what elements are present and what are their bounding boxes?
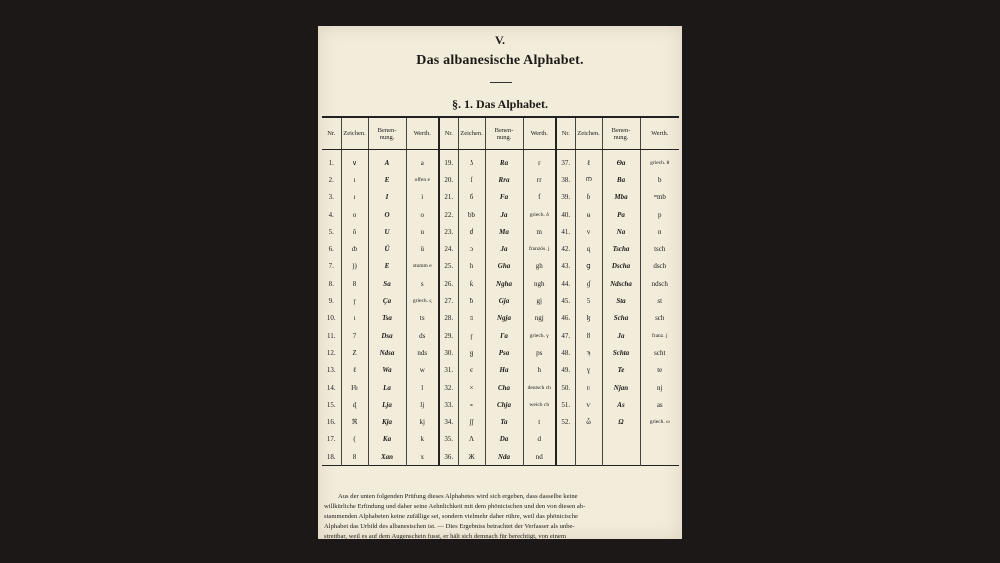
letter-glyph: )) <box>341 258 368 275</box>
entry-number: 7. <box>328 262 334 271</box>
entry-number: 25. <box>439 258 458 275</box>
sound-value: nd <box>523 448 556 466</box>
letter-glyph: ყ <box>458 344 485 361</box>
entry-number: 39. <box>556 189 575 206</box>
letter-name: Da <box>485 431 523 448</box>
sound-value: ps <box>523 344 556 361</box>
entry-number: 12. <box>326 348 336 357</box>
sound-value: ngj <box>523 310 556 327</box>
letter-glyph: Ƕ <box>341 379 368 396</box>
entry-number: 22. <box>439 206 458 223</box>
letter-name: Mba <box>602 189 640 206</box>
letter-glyph: v <box>575 223 602 240</box>
letter-glyph: ɩ <box>341 310 368 327</box>
letter-name: Sta <box>602 292 640 309</box>
book-page <box>318 26 682 539</box>
letter-glyph: h <box>458 258 485 275</box>
letter-glyph: ƙ <box>458 275 485 292</box>
table-row <box>322 379 679 396</box>
entry-number: 5. <box>328 227 334 236</box>
table-header-row <box>322 117 679 150</box>
section-heading: §. 1. Das Alphabet. <box>451 97 549 111</box>
letter-glyph: ʖ <box>458 150 485 172</box>
letter-name: A <box>368 150 406 172</box>
letter-glyph: ց <box>575 258 602 275</box>
letter-name: U <box>368 223 406 240</box>
letter-glyph: ɓ <box>575 189 602 206</box>
letter-name: Wa <box>368 362 406 379</box>
entry-number: 43. <box>556 258 575 275</box>
entry-number: 26. <box>439 275 458 292</box>
letter-name: Ja <box>485 240 523 257</box>
entry-number: 41. <box>556 223 575 240</box>
entry-number: 37. <box>556 150 575 172</box>
letter-glyph <box>575 431 602 448</box>
table-row <box>322 292 679 309</box>
letter-glyph: ʃʃ <box>458 413 485 430</box>
table-row <box>322 240 679 257</box>
table-row <box>322 310 679 327</box>
sound-value <box>640 448 679 466</box>
letter-glyph: 8 <box>341 448 368 466</box>
table-row <box>322 258 679 275</box>
letter-glyph: 5 <box>575 292 602 309</box>
entry-number: 17. <box>326 435 336 444</box>
sound-value: ts <box>406 310 439 327</box>
entry-number: 28. <box>439 310 458 327</box>
letter-name: Ü <box>368 240 406 257</box>
letter-glyph: б <box>458 189 485 206</box>
entry-number: 46. <box>556 310 575 327</box>
letter-glyph: ℜ <box>341 413 368 430</box>
table-row <box>322 327 679 344</box>
sound-value: sch <box>640 310 679 327</box>
sound-value: i <box>406 189 439 206</box>
entry-number: 32. <box>439 379 458 396</box>
letter-name: Sa <box>368 275 406 292</box>
sound-value: offen e <box>406 171 439 188</box>
sound-value: b <box>640 171 679 188</box>
letter-glyph: Z <box>341 344 368 361</box>
column-header: Benen- nung. <box>368 117 406 150</box>
letter-glyph: ɣ <box>575 362 602 379</box>
sound-value: n <box>640 223 679 240</box>
table-row <box>322 206 679 223</box>
sound-value: griech. θ <box>640 150 679 172</box>
sound-value: o <box>406 206 439 223</box>
entry-number: 20. <box>439 171 458 188</box>
sound-value <box>640 431 679 448</box>
letter-glyph: ƽ <box>458 310 485 327</box>
sound-value: f <box>523 189 556 206</box>
sound-value: griech. δ <box>523 206 556 223</box>
sound-value: gj <box>523 292 556 309</box>
sound-value: tsch <box>640 240 679 257</box>
letter-name: Njan <box>602 379 640 396</box>
sound-value: u <box>406 223 439 240</box>
letter-name: Ba <box>602 171 640 188</box>
column-header: Zeichen. <box>458 117 485 150</box>
letter-name: Tscha <box>602 240 640 257</box>
sound-value: s <box>406 275 439 292</box>
letter-name: E <box>368 171 406 188</box>
sound-value: lj <box>406 396 439 413</box>
letter-name: Ngha <box>485 275 523 292</box>
sound-value: weich ch <box>523 396 556 413</box>
sound-value: x <box>406 448 439 466</box>
letter-name: Ja <box>485 206 523 223</box>
sound-value: gh <box>523 258 556 275</box>
entry-number: 42. <box>556 240 575 257</box>
letter-name: Ma <box>485 223 523 240</box>
letter-glyph: ɼ <box>341 292 368 309</box>
letter-glyph: ( <box>341 431 368 448</box>
letter-glyph: ɮ <box>575 310 602 327</box>
entry-number: 38. <box>556 171 575 188</box>
letter-glyph: o <box>341 206 368 223</box>
letter-name: Scha <box>602 310 640 327</box>
letter-name: Rra <box>485 171 523 188</box>
entry-number <box>556 448 575 466</box>
entry-number: 48. <box>556 344 575 361</box>
entry-number: 31. <box>439 362 458 379</box>
footnote-line: Aus der unten folgenden Prüfung dieses Alphabetes wird sich ergeben, dass dasselbe keine <box>338 493 578 500</box>
entry-number: 4. <box>328 210 334 219</box>
table-row <box>322 275 679 292</box>
entry-number: 49. <box>556 362 575 379</box>
entry-number: 52. <box>556 413 575 430</box>
column-header: Werth. <box>523 117 556 150</box>
entry-number: 8. <box>328 279 334 288</box>
letter-glyph: ∨ <box>341 150 368 172</box>
letter-name: I <box>368 189 406 206</box>
table-row <box>322 189 679 206</box>
letter-glyph: ℓ <box>575 150 602 172</box>
entry-number: 16. <box>326 418 336 427</box>
sound-value: dsch <box>640 258 679 275</box>
entry-number: 29. <box>439 327 458 344</box>
sound-value: ngh <box>523 275 556 292</box>
letter-glyph: ȸ <box>341 240 368 257</box>
letter-glyph: ı <box>341 171 368 188</box>
letter-name: E <box>368 258 406 275</box>
letter-name: Lja <box>368 396 406 413</box>
sound-value: rr <box>523 171 556 188</box>
entry-number: 36. <box>439 448 458 466</box>
entry-number: 47. <box>556 327 575 344</box>
sound-value: a <box>406 150 439 172</box>
sound-value: p <box>640 206 679 223</box>
entry-number: 15. <box>326 400 336 409</box>
letter-glyph: ƀ <box>458 292 485 309</box>
column-header: Nr. <box>322 117 341 150</box>
letter-glyph: ı <box>341 189 368 206</box>
letter-glyph: ὧ <box>575 413 602 430</box>
entry-number: 40. <box>556 206 575 223</box>
entry-number: 11. <box>327 331 336 340</box>
footnote-text <box>324 492 678 539</box>
letter-glyph: ɋ <box>575 240 602 257</box>
entry-number: 23. <box>439 223 458 240</box>
table-row <box>322 223 679 240</box>
letter-name: Ngja <box>485 310 523 327</box>
sound-value: franz. j <box>640 327 679 344</box>
letter-name: Chja <box>485 396 523 413</box>
sound-value: französ. j <box>523 240 556 257</box>
letter-glyph: ɖ <box>341 396 368 413</box>
letter-glyph: ƅƅ <box>458 206 485 223</box>
letter-glyph: Ж <box>458 448 485 466</box>
letter-name: Na <box>602 223 640 240</box>
entry-number: 10. <box>326 314 336 323</box>
entry-number: 21. <box>439 189 458 206</box>
letter-name: Xan <box>368 448 406 466</box>
letter-glyph: ſ <box>458 171 485 188</box>
sound-value: kj <box>406 413 439 430</box>
sound-value: deutsch ch <box>523 379 556 396</box>
entry-number: 6. <box>328 245 334 254</box>
entry-number: 45. <box>556 292 575 309</box>
letter-glyph: ϡ <box>575 344 602 361</box>
letter-name: Ja <box>602 327 640 344</box>
footnote-line: stammenden Alphabeten keine zufällige sei, sondern vielmehr daher rühre, weil das phönicische <box>324 513 578 520</box>
letter-name: Ω <box>602 413 640 430</box>
column-header: Zeichen. <box>575 117 602 150</box>
letter-name: La <box>368 379 406 396</box>
entry-number: 1. <box>328 158 334 167</box>
entry-number: 19. <box>439 150 458 172</box>
chapter-number: V. <box>494 33 506 47</box>
sound-value: t <box>523 413 556 430</box>
sound-value: te <box>640 362 679 379</box>
letter-name: Schta <box>602 344 640 361</box>
sound-value: griech. ω <box>640 413 679 430</box>
letter-name: Pa <box>602 206 640 223</box>
letter-glyph: ∘ <box>458 396 485 413</box>
table-row <box>322 344 679 361</box>
entry-number <box>556 431 575 448</box>
sound-value: nj <box>640 379 679 396</box>
letter-name: Γa <box>485 327 523 344</box>
entry-number: 35. <box>439 431 458 448</box>
title-divider <box>490 82 512 83</box>
column-header: Benen- nung. <box>602 117 640 150</box>
sound-value: scht <box>640 344 679 361</box>
letter-name: Dsa <box>368 327 406 344</box>
letter-name: O <box>368 206 406 223</box>
table-row <box>322 150 679 172</box>
sound-value: r <box>523 150 556 172</box>
entry-number: 34. <box>439 413 458 430</box>
sound-value: d <box>523 431 556 448</box>
letter-glyph: ɼ <box>458 327 485 344</box>
sound-value: ᵐmb <box>640 189 679 206</box>
sound-value: l <box>406 379 439 396</box>
letter-name: Ka <box>368 431 406 448</box>
letter-glyph <box>575 448 602 466</box>
sound-value: stumm e <box>406 258 439 275</box>
sound-value: h <box>523 362 556 379</box>
sound-value: griech. γ <box>523 327 556 344</box>
letter-name: Ra <box>485 150 523 172</box>
footnote-line: willkürliche Erfindung und daher seine Aehnlichkeit mit dem phönicischen und den von diesen ab- <box>324 503 586 510</box>
letter-name: Ndscha <box>602 275 640 292</box>
table-row <box>322 431 679 448</box>
sound-value: as <box>640 396 679 413</box>
entry-number: 18. <box>326 452 336 461</box>
letter-name: Gja <box>485 292 523 309</box>
letter-name: Ha <box>485 362 523 379</box>
page-title: Das albanesische Alphabet. <box>416 53 584 68</box>
column-header: Werth. <box>640 117 679 150</box>
table-row <box>322 396 679 413</box>
entry-number: 30. <box>439 344 458 361</box>
letter-name: Ça <box>368 292 406 309</box>
letter-glyph: ძ <box>458 223 485 240</box>
sound-value: w <box>406 362 439 379</box>
letter-glyph: × <box>458 379 485 396</box>
letter-name: Te <box>602 362 640 379</box>
footnote-line: Alphabet das Urbild des albanesischen ist. — Dies Ergebniss betrachtet der Verfasser als unbe- <box>324 523 575 530</box>
column-header: Nr. <box>439 117 458 150</box>
sound-value: griech. ς <box>406 292 439 309</box>
letter-name: Fa <box>485 189 523 206</box>
letter-name: Kja <box>368 413 406 430</box>
letter-name <box>602 431 640 448</box>
letter-glyph: Λ <box>458 431 485 448</box>
table-body <box>322 150 679 466</box>
letter-name: Nda <box>485 448 523 466</box>
letter-name: Ndsa <box>368 344 406 361</box>
column-header: Benen- nung. <box>485 117 523 150</box>
sound-value: nds <box>406 344 439 361</box>
alphabet-table <box>322 116 679 466</box>
letter-name: Cha <box>485 379 523 396</box>
letter-glyph: ɔ <box>458 240 485 257</box>
entry-number: 51. <box>556 396 575 413</box>
entry-number: 50. <box>556 379 575 396</box>
entry-number: 27. <box>439 292 458 309</box>
letter-glyph: ɠ <box>575 275 602 292</box>
table-row <box>322 413 679 430</box>
table-row <box>322 362 679 379</box>
column-header: Nr. <box>556 117 575 150</box>
letter-name: Dscha <box>602 258 640 275</box>
letter-glyph: 8 <box>341 275 368 292</box>
entry-number: 24. <box>439 240 458 257</box>
sound-value: ndsch <box>640 275 679 292</box>
table-row <box>322 448 679 466</box>
entry-number: 13. <box>326 366 336 375</box>
sound-value: k <box>406 431 439 448</box>
entry-number: 9. <box>328 297 334 306</box>
letter-name: As <box>602 396 640 413</box>
letter-glyph: ȣ <box>575 327 602 344</box>
entry-number: 14. <box>326 383 336 392</box>
letter-glyph: ѵ <box>575 396 602 413</box>
letter-glyph: ℓ <box>341 362 368 379</box>
entry-number: 44. <box>556 275 575 292</box>
letter-glyph: ʉ <box>575 206 602 223</box>
letter-name <box>602 448 640 466</box>
sound-value: ds <box>406 327 439 344</box>
letter-name: Θa <box>602 150 640 172</box>
letter-name: Ta <box>485 413 523 430</box>
letter-glyph: ŏ <box>341 223 368 240</box>
letter-glyph: ന <box>575 171 602 188</box>
sound-value: m <box>523 223 556 240</box>
letter-glyph: 7 <box>341 327 368 344</box>
letter-glyph: ʋ <box>575 379 602 396</box>
letter-name: Psa <box>485 344 523 361</box>
letter-name: Tsa <box>368 310 406 327</box>
sound-value: st <box>640 292 679 309</box>
footnote-line: streitbar, weil es auf dem Augenschein fusst, er hält sich demnach für berechtigt, von einem <box>324 533 566 539</box>
table-row <box>322 171 679 188</box>
entry-number: 33. <box>439 396 458 413</box>
column-header: Zeichen. <box>341 117 368 150</box>
entry-number: 3. <box>328 193 334 202</box>
column-header: Werth. <box>406 117 439 150</box>
entry-number: 2. <box>328 175 334 184</box>
letter-glyph: є <box>458 362 485 379</box>
letter-name: Gha <box>485 258 523 275</box>
sound-value: ü <box>406 240 439 257</box>
